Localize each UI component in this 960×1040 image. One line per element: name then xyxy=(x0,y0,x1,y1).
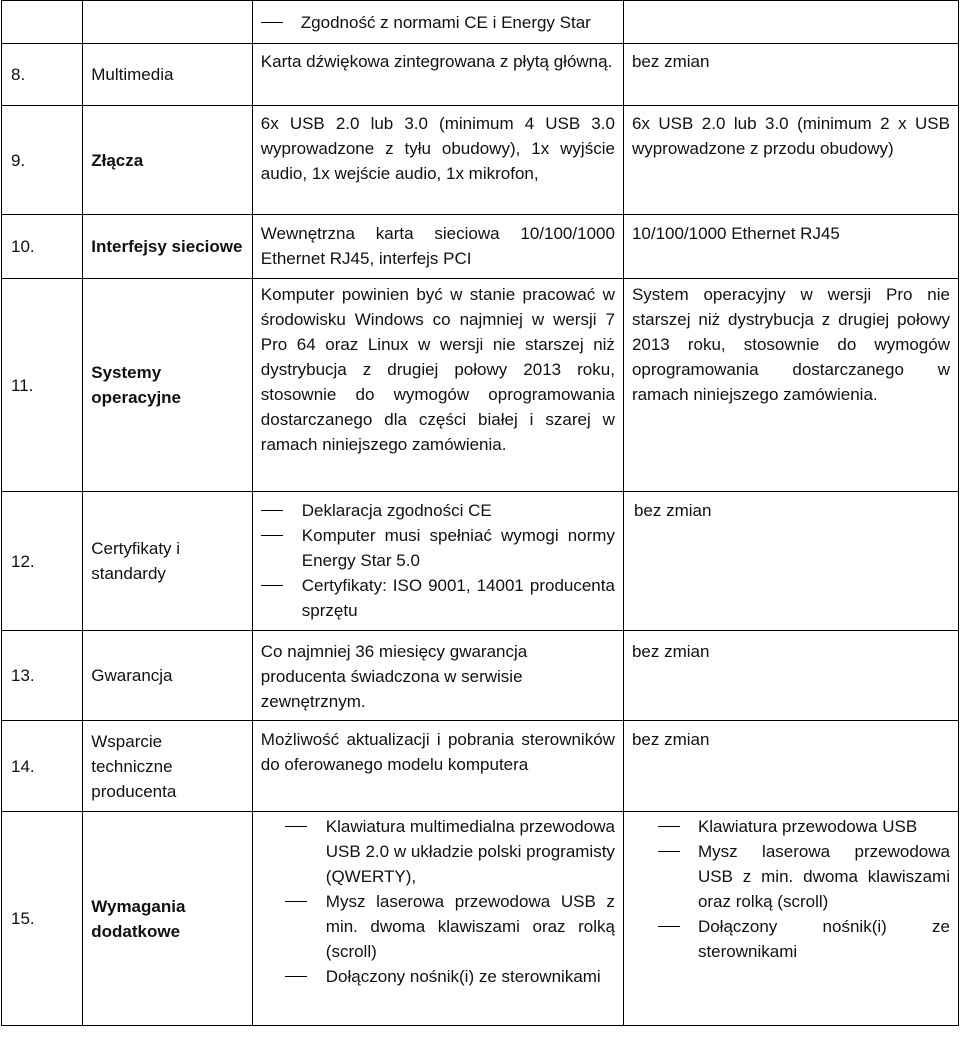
row-category: Gwarancja xyxy=(83,631,253,721)
row-category: Certyfikaty i standardy xyxy=(83,492,253,631)
dash-bullet-icon xyxy=(261,498,283,523)
offer-cell: System operacyjny w wersji Pro nie starszej niż dystrybucja z drugiej połowy 2013 roku, stosownie do wymogów oprogramowania dostarczanego w ramach niniejszego zamówienia. xyxy=(623,279,958,492)
list-item: Klawiatura przewodowa USB xyxy=(658,814,950,839)
table-row xyxy=(2,631,959,721)
row-category: Złącza xyxy=(83,106,253,215)
row-number: 8. xyxy=(2,44,83,106)
requirement-cell xyxy=(252,812,623,1026)
table-row xyxy=(2,44,959,106)
row-number xyxy=(2,1,83,44)
dash-bullet-icon xyxy=(261,10,283,35)
requirement-cell: Karta dźwiękowa zintegrowana z płytą główną. xyxy=(252,44,623,106)
row-category: Wymagania dodatkowe xyxy=(83,812,253,1026)
offer-cell: bez zmian xyxy=(623,44,958,106)
requirement-cell xyxy=(252,1,623,44)
specification-table xyxy=(1,0,959,1026)
list-item: Klawiatura multimedialna przewodowa USB 2.0 w układzie polski programisty (QWERTY), xyxy=(285,814,615,889)
row-category: Systemy operacyjne xyxy=(83,279,253,492)
requirement-cell xyxy=(252,492,623,631)
requirement-cell: Komputer powinien być w stanie pracować w środowisku Windows co najmniej w wersji 7 Pro 64 oraz Linux w wersji nie starszej niż dystrybucja z drugiej połowy 2013 roku, stosownie do wymogów oprogramowania dostarczanego dla części białej i szarej w ramach niniejszego zamówienia. xyxy=(252,279,623,492)
row-category: Interfejsy sieciowe xyxy=(83,215,253,279)
row-number: 12. xyxy=(2,492,83,631)
list-item: Mysz laserowa przewodowa USB z min. dwoma klawiszami oraz rolką (scroll) xyxy=(285,889,615,964)
list-item: Certyfikaty: ISO 9001, 14001 producenta sprzętu xyxy=(261,573,615,623)
requirement-cell: Co najmniej 36 miesięcy gwarancja producenta świadczona w serwisie zewnętrznym. xyxy=(252,631,623,721)
dash-bullet-icon xyxy=(285,814,307,839)
dash-bullet-icon xyxy=(658,914,680,939)
list-item: Mysz laserowa przewodowa USB z min. dwoma klawiszami oraz rolką (scroll) xyxy=(658,839,950,914)
offer-cell: bez zmian xyxy=(623,492,958,631)
dash-bullet-icon xyxy=(658,839,680,864)
row-category: Multimedia xyxy=(83,44,253,106)
row-number: 11. xyxy=(2,279,83,492)
table-row xyxy=(2,812,959,1026)
list-item: Dołączony nośnik(i) ze sterownikami xyxy=(658,914,950,964)
list-item: Dołączony nośnik(i) ze sterownikami xyxy=(285,964,615,989)
row-number: 9. xyxy=(2,106,83,215)
list-item: Deklaracja zgodności CE xyxy=(261,498,615,523)
offer-cell: bez zmian xyxy=(623,631,958,721)
table-row xyxy=(2,721,959,812)
dash-bullet-icon xyxy=(261,573,283,598)
requirement-cell: 6x USB 2.0 lub 3.0 (minimum 4 USB 3.0 wyprowadzone z tyłu obudowy), 1x wyjście audio, 1x wejście audio, 1x mikrofon, xyxy=(252,106,623,215)
offer-cell: bez zmian xyxy=(623,721,958,812)
offer-cell xyxy=(623,812,958,1026)
row-number: 14. xyxy=(2,721,83,812)
list-item: Zgodność z normami CE i Energy Star xyxy=(261,10,615,35)
row-number: 15. xyxy=(2,812,83,1026)
offer-cell: 6x USB 2.0 lub 3.0 (minimum 2 x USB wyprowadzone z przodu obudowy) xyxy=(623,106,958,215)
offer-cell xyxy=(623,1,958,44)
dash-bullet-icon xyxy=(285,964,307,989)
row-number: 10. xyxy=(2,215,83,279)
list-item: Komputer musi spełniać wymogi normy Energy Star 5.0 xyxy=(261,523,615,573)
row-category xyxy=(83,1,253,44)
dash-bullet-icon xyxy=(261,523,283,548)
requirement-cell: Możliwość aktualizacji i pobrania sterowników do oferowanego modelu komputera xyxy=(252,721,623,812)
offer-cell: 10/100/1000 Ethernet RJ45 xyxy=(623,215,958,279)
table-row xyxy=(2,106,959,215)
table-row xyxy=(2,279,959,492)
requirement-cell: Wewnętrzna karta sieciowa 10/100/1000 Ethernet RJ45, interfejs PCI xyxy=(252,215,623,279)
table-row xyxy=(2,1,959,44)
dash-bullet-icon xyxy=(658,814,680,839)
table-row xyxy=(2,492,959,631)
dash-bullet-icon xyxy=(285,889,307,914)
table-row xyxy=(2,215,959,279)
row-number: 13. xyxy=(2,631,83,721)
row-category: Wsparcie techniczne producenta xyxy=(83,721,253,812)
